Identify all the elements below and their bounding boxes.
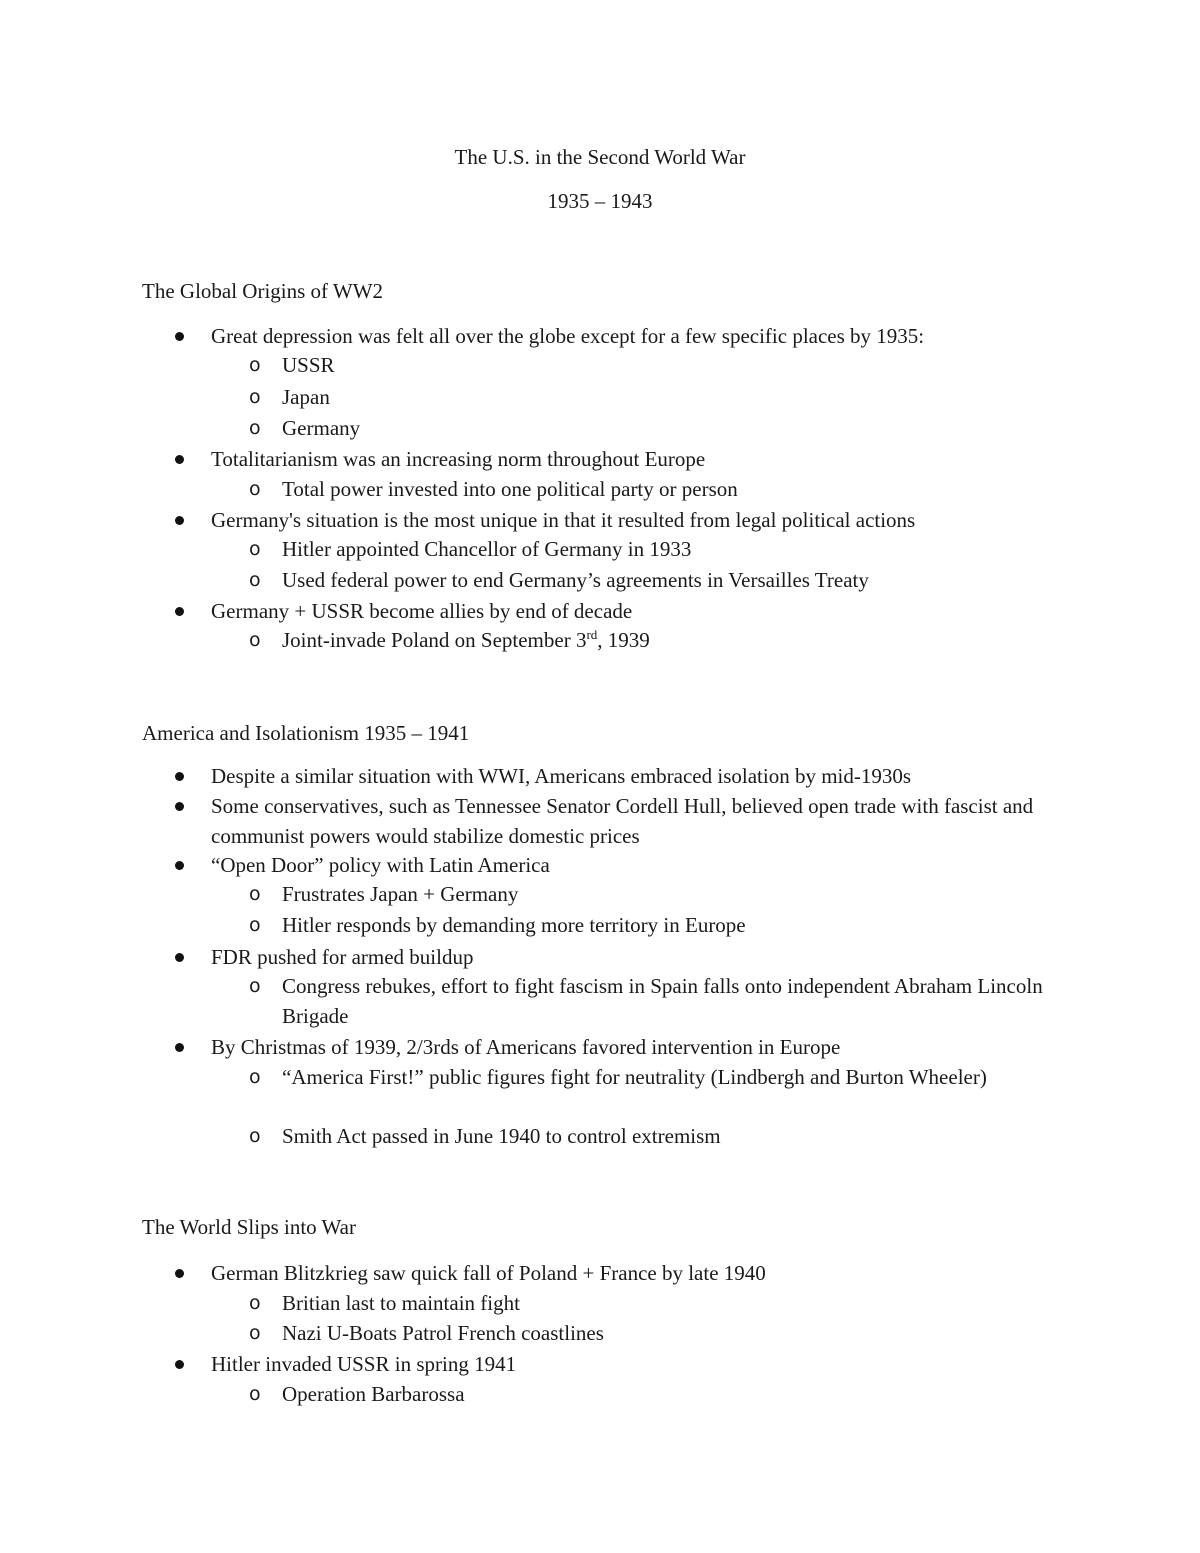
bullet-circle-icon: o	[249, 538, 261, 560]
sub-list-item	[249, 474, 1082, 504]
bullet-dot-icon	[175, 332, 184, 341]
list-item	[211, 850, 1091, 880]
sub-list-item	[249, 534, 1082, 564]
sub-list-item	[249, 1379, 1082, 1409]
list-item-text: German Blitzkrieg saw quick fall of Poland + France by late 1940	[211, 1261, 766, 1285]
bullet-circle-icon: o	[249, 1383, 261, 1405]
sub-list-item	[249, 971, 1072, 1031]
bullet-circle-icon: o	[249, 386, 261, 408]
sub-list-item-text: Frustrates Japan + Germany	[282, 882, 519, 906]
list-item	[211, 321, 1091, 351]
sub-list-item-text: “America First!” public figures fight for neutrality (Lindbergh and Burton Wheeler)	[282, 1065, 987, 1089]
list-item-text: Hitler invaded USSR in spring 1941	[211, 1352, 517, 1376]
bullet-dot-icon	[175, 861, 184, 870]
bullet-dot-icon	[175, 802, 184, 811]
bullet-dot-icon	[175, 1360, 184, 1369]
sub-list-item-text: Britian last to maintain fight	[282, 1291, 520, 1315]
list-item	[211, 791, 1041, 851]
sub-list-item-text: Total power invested into one political party or person	[282, 477, 738, 501]
section-heading: The Global Origins of WW2	[142, 279, 384, 303]
bullet-circle-icon: o	[249, 478, 261, 500]
list-item-text: Totalitarianism was an increasing norm throughout Europe	[211, 447, 706, 471]
sub-list-item-text: Congress rebukes, effort to fight fascism in Spain falls onto independent Abraham Lincoln Brigade	[282, 974, 1043, 1028]
bullet-dot-icon	[175, 455, 184, 464]
sub-list-item	[249, 350, 1082, 380]
section-heading: America and Isolationism 1935 – 1941	[142, 721, 470, 745]
bullet-circle-icon: o	[249, 975, 261, 997]
bullet-circle-icon: o	[249, 914, 261, 936]
bullet-circle-icon: o	[249, 1125, 261, 1147]
sub-list-item	[249, 625, 1082, 655]
bullet-circle-icon: o	[249, 1322, 261, 1344]
list-item	[211, 942, 1091, 972]
bullet-circle-icon: o	[249, 883, 261, 905]
sub-list-item	[249, 382, 1082, 412]
list-item-text: Some conservatives, such as Tennessee Senator Cordell Hull, believed open trade with fascist and communist powers would stabilize domestic prices	[211, 794, 1034, 848]
sub-list-item	[249, 413, 1082, 443]
bullet-circle-icon: o	[249, 417, 261, 439]
list-item	[211, 1349, 1091, 1379]
sub-list-item-text: Hitler appointed Chancellor of Germany in 1933	[282, 537, 692, 561]
list-item-text: “Open Door” policy with Latin America	[211, 853, 550, 877]
list-item	[211, 444, 1091, 474]
sub-list-item-text: Nazi U-Boats Patrol French coastlines	[282, 1321, 604, 1345]
sub-list-item	[249, 1318, 1082, 1348]
bullet-dot-icon	[175, 607, 184, 616]
list-item-text: Germany's situation is the most unique in that it resulted from legal political actions	[211, 508, 916, 532]
bullet-dot-icon	[175, 1043, 184, 1052]
sub-list-item-text: Smith Act passed in June 1940 to control extremism	[282, 1124, 721, 1148]
sub-list-item	[249, 1062, 1002, 1092]
sub-list-item	[249, 1121, 1082, 1151]
bullet-circle-icon: o	[249, 1292, 261, 1314]
sub-list-item-text: Joint-invade Poland on September 3rd, 1939	[282, 627, 650, 652]
bullet-dot-icon	[175, 516, 184, 525]
list-item	[211, 1032, 1091, 1062]
list-item-text: By Christmas of 1939, 2/3rds of Americans favored intervention in Europe	[211, 1035, 841, 1059]
list-item	[211, 1258, 1091, 1288]
sub-list-item-text: Japan	[282, 385, 330, 409]
list-item-text: Germany + USSR become allies by end of decade	[211, 599, 633, 623]
sub-list-item-text: Operation Barbarossa	[282, 1382, 465, 1406]
sub-list-item	[249, 910, 1082, 940]
bullet-dot-icon	[175, 772, 184, 781]
list-item-text: Great depression was felt all over the globe except for a few specific places by 1935:	[211, 324, 925, 348]
document-title: The U.S. in the Second World War	[454, 145, 746, 169]
bullet-dot-icon	[175, 1269, 184, 1278]
list-item	[211, 596, 1091, 626]
bullet-circle-icon: o	[249, 1066, 261, 1088]
list-item-text: Despite a similar situation with WWI, Americans embraced isolation by mid-1930s	[211, 764, 912, 788]
bullet-circle-icon: o	[249, 569, 261, 591]
sub-list-item	[249, 1288, 1082, 1318]
document-years: 1935 – 1943	[547, 189, 653, 213]
list-item	[211, 505, 1091, 535]
sub-list-item-text: USSR	[282, 353, 335, 377]
sub-list-item-text: Used federal power to end Germany’s agreements in Versailles Treaty	[282, 568, 869, 592]
sub-list-item-text: Germany	[282, 416, 361, 440]
bullet-circle-icon: o	[249, 354, 261, 376]
bullet-circle-icon: o	[249, 629, 261, 651]
sub-list-item-text: Hitler responds by demanding more territory in Europe	[282, 913, 746, 937]
sub-list-item	[249, 565, 1082, 595]
bullet-dot-icon	[175, 953, 184, 962]
list-item	[211, 761, 1091, 791]
sub-list-item	[249, 879, 1082, 909]
section-heading: The World Slips into War	[142, 1215, 356, 1239]
list-item-text: FDR pushed for armed buildup	[211, 945, 474, 969]
